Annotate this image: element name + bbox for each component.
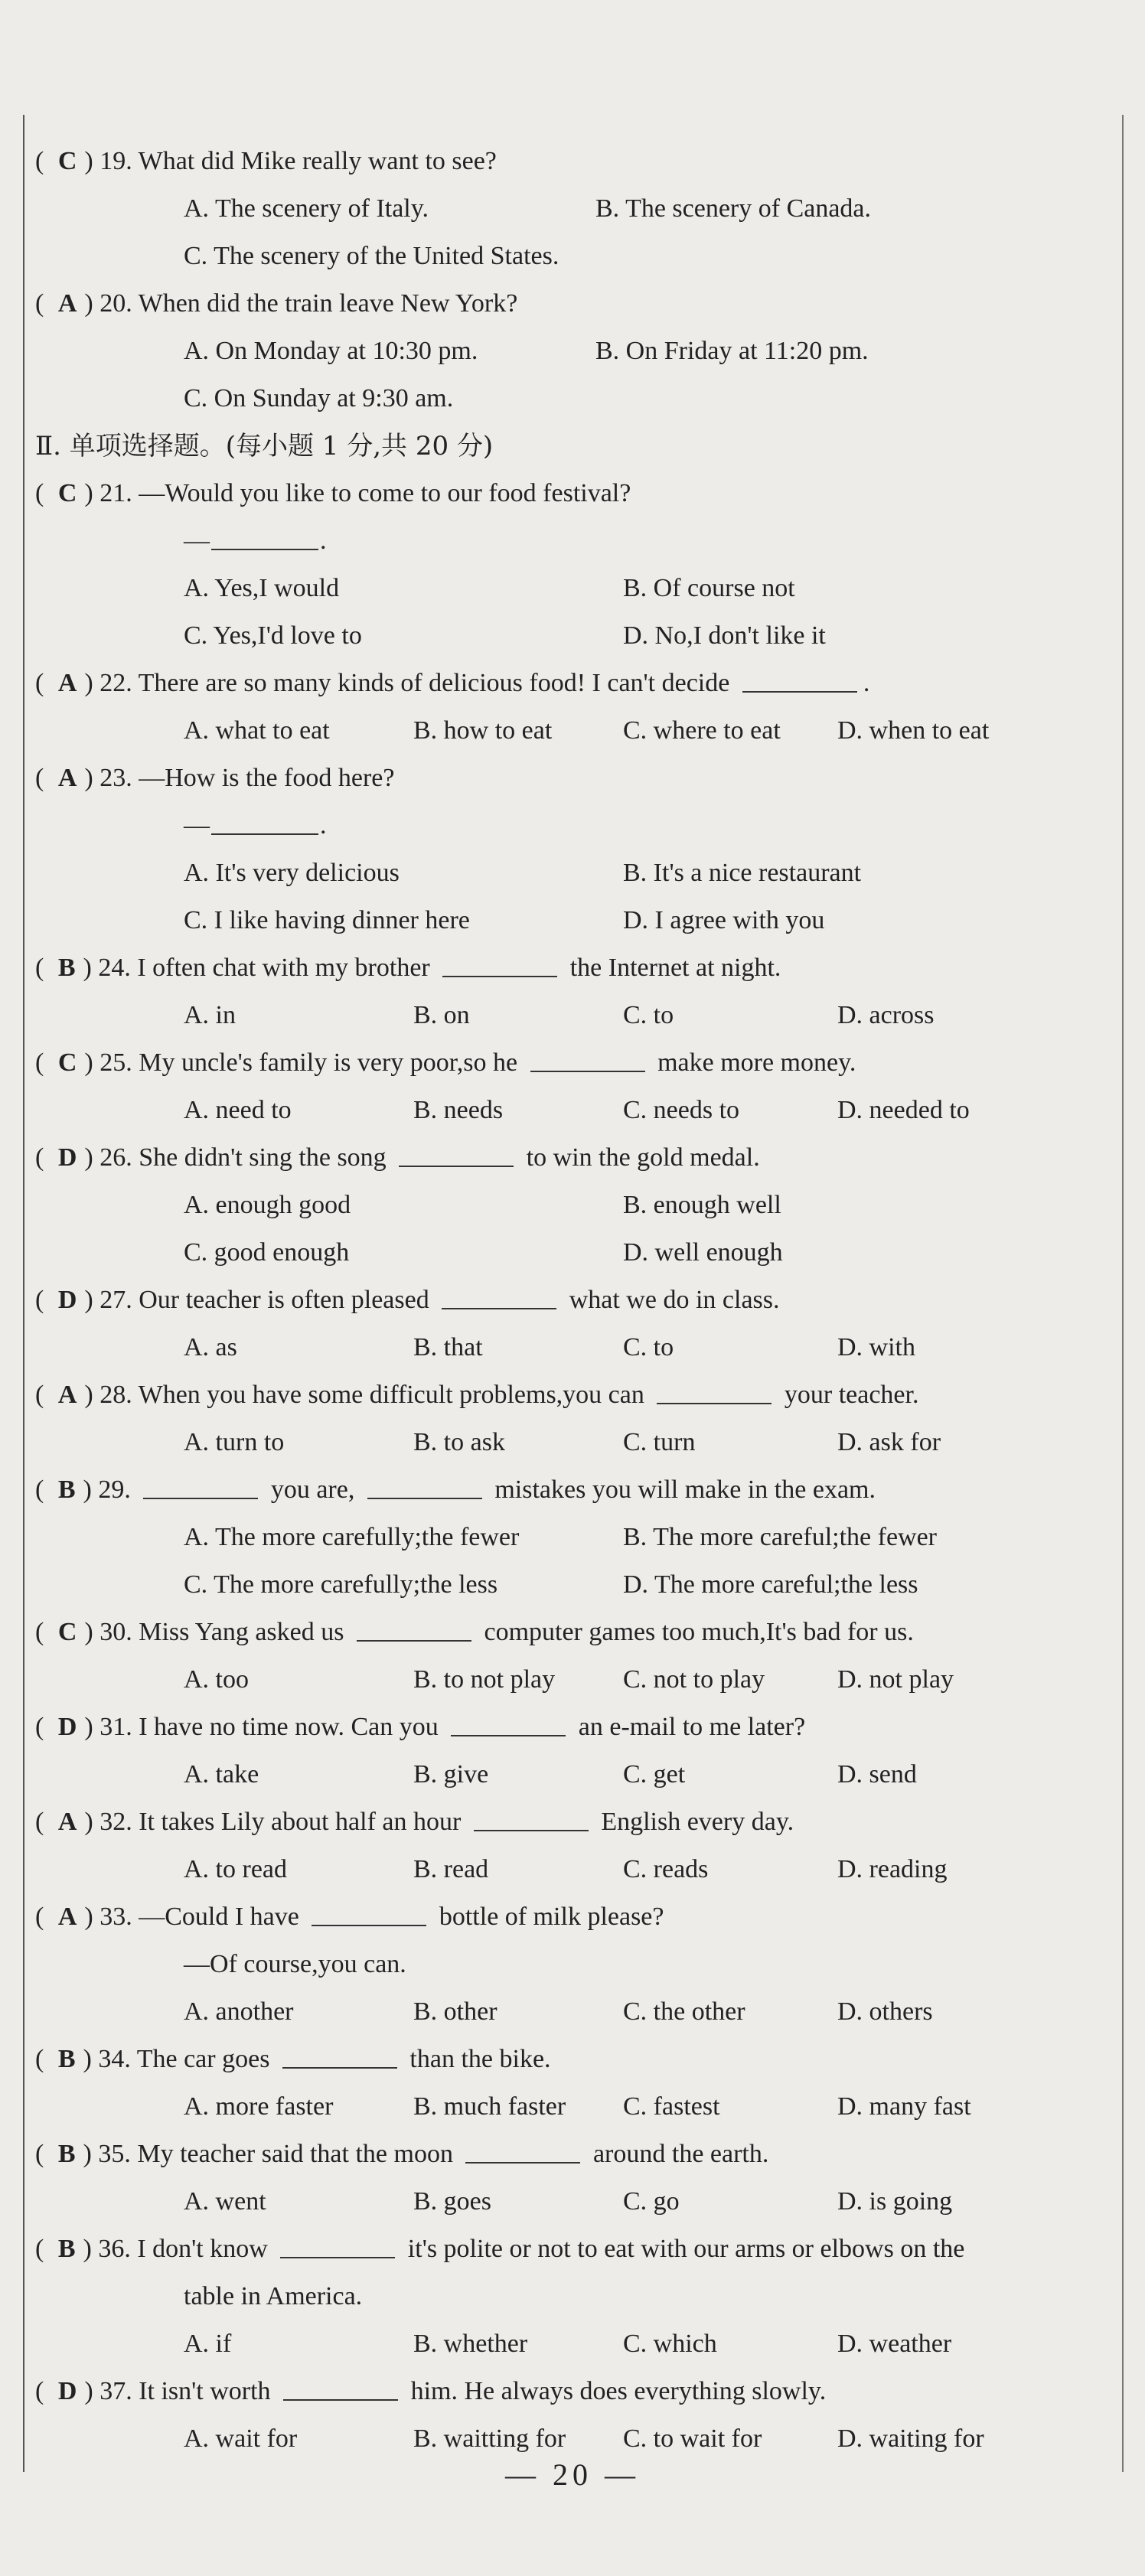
question-number: 32 bbox=[99, 1808, 126, 1836]
answer: D bbox=[57, 2377, 77, 2405]
option-b: B. read bbox=[413, 1855, 489, 1883]
option-b: B. much faster bbox=[413, 2092, 566, 2121]
question-number: 20 bbox=[99, 289, 126, 318]
question-stem: Our teacher is often pleased bbox=[139, 1286, 429, 1314]
question-stem: I don't know bbox=[137, 2235, 268, 2263]
option-d: D. across bbox=[837, 1001, 935, 1029]
option-d: D. send bbox=[837, 1760, 917, 1789]
answer-blank bbox=[211, 526, 318, 550]
option-b: B. on bbox=[413, 1001, 470, 1029]
answer: C bbox=[57, 1618, 77, 1646]
question-number: 22 bbox=[99, 669, 126, 697]
page-number: — 20 — bbox=[505, 2457, 640, 2492]
question-29: ( B ) 29. you are, mistakes you will make in the exam. bbox=[35, 1475, 876, 1504]
question-stem-end: him. He always does everything slowly. bbox=[410, 2377, 827, 2405]
answer: A bbox=[57, 1381, 77, 1409]
option-a: A. The more carefully;the fewer bbox=[184, 1523, 520, 1551]
option-a: A. too bbox=[184, 1665, 249, 1694]
question-number: 23 bbox=[99, 764, 126, 792]
option-a: A. On Monday at 10:30 pm. bbox=[184, 337, 478, 365]
question-number: 36 bbox=[98, 2235, 125, 2263]
question-34: ( B ) 34. The car goes than the bike. bbox=[35, 2045, 551, 2073]
question-stem: What did Mike really want to see? bbox=[138, 147, 497, 175]
answer-blank bbox=[451, 1712, 566, 1736]
option-c: C. The scenery of the United States. bbox=[184, 242, 559, 270]
option-b: B. needs bbox=[413, 1096, 504, 1124]
question-21: ( C ) 21. —Would you like to come to our food festival? bbox=[35, 479, 631, 507]
option-c: C. reads bbox=[623, 1855, 709, 1883]
answer: B bbox=[57, 954, 76, 982]
answer-blank bbox=[367, 1475, 482, 1499]
answer-blank bbox=[280, 2234, 395, 2258]
option-b: B. On Friday at 11:20 pm. bbox=[595, 337, 869, 365]
option-d: D. ask for bbox=[837, 1428, 941, 1456]
option-c: C. needs to bbox=[623, 1096, 740, 1124]
answer-blank bbox=[283, 2376, 398, 2401]
option-c: C. which bbox=[623, 2330, 717, 2358]
question-25: ( C ) 25. My uncle's family is very poor,so he make more money. bbox=[35, 1048, 856, 1077]
option-a: A. went bbox=[184, 2187, 266, 2216]
question-number: 30 bbox=[99, 1618, 126, 1646]
option-a: A. another bbox=[184, 1997, 294, 2026]
question-stem-end: the Internet at night. bbox=[569, 954, 781, 982]
question-stem-end: make more money. bbox=[657, 1048, 856, 1077]
option-b: B. other bbox=[413, 1997, 497, 2026]
answer-blank bbox=[530, 1048, 645, 1072]
question-number: 31 bbox=[99, 1713, 126, 1741]
answer: A bbox=[57, 1903, 77, 1931]
option-d: D. others bbox=[837, 1997, 933, 2026]
question-35: ( B ) 35. My teacher said that the moon around the earth. bbox=[35, 2140, 769, 2168]
question-number: 33 bbox=[99, 1903, 126, 1931]
question-number: 26 bbox=[99, 1143, 126, 1172]
question-stem: When you have some difficult problems,you can bbox=[138, 1381, 644, 1409]
question-stem: There are so many kinds of delicious food! I can't decide bbox=[138, 669, 730, 697]
question-stem-end: to win the gold medal. bbox=[526, 1143, 760, 1172]
answer: A bbox=[57, 289, 77, 318]
option-d: D. No,I don't like it bbox=[623, 621, 826, 650]
question-number: 29 bbox=[98, 1475, 125, 1504]
option-c: C. Yes,I'd love to bbox=[184, 621, 362, 650]
answer-blank bbox=[282, 2044, 397, 2069]
option-d: D. The more careful;the less bbox=[623, 1570, 918, 1599]
option-a: A. if bbox=[184, 2330, 232, 2358]
answer-blank bbox=[465, 2139, 580, 2164]
answer: B bbox=[57, 2045, 76, 2073]
option-b: B. that bbox=[413, 1333, 483, 1361]
answer-blank bbox=[657, 1380, 771, 1404]
option-d: D. is going bbox=[837, 2187, 953, 2216]
question-number: 21 bbox=[99, 479, 126, 507]
question-stem-end: an e-mail to me later? bbox=[578, 1713, 806, 1741]
option-b: B. enough well bbox=[623, 1191, 781, 1219]
answer-blank bbox=[357, 1617, 471, 1642]
question-number: 27 bbox=[99, 1286, 126, 1314]
option-a: A. as bbox=[184, 1333, 237, 1361]
question-number: 25 bbox=[99, 1048, 126, 1077]
question-number: 37 bbox=[99, 2377, 126, 2405]
option-b: B. Of course not bbox=[623, 574, 795, 602]
answer: D bbox=[57, 1713, 77, 1741]
option-c: C. not to play bbox=[623, 1665, 765, 1694]
question-33: ( A ) 33. —Could I have bottle of milk please? bbox=[35, 1903, 664, 1931]
question-36: ( B ) 36. I don't know it's polite or not to eat with our arms or elbows on the bbox=[35, 2235, 965, 2263]
question-stem: Miss Yang asked us bbox=[139, 1618, 344, 1646]
answer: C bbox=[57, 1048, 77, 1077]
worksheet-page: ( C ) 19. What did Mike really want to see? A. The scenery of Italy. B. The scenery of Canada. C. The scenery of the United States. ( A ) 20. When did the train leave New York? A. On Monday at 10:30 pm. B. On Friday at 11:20 pm. C. On Sunday at 9:30 am. Ⅱ. 单项选择题。(每小题 1 分,共 20 分) ( C ) 21. —Would you like to come to our food festival? — . A. Yes,I would B. Of course not C. Yes,I'd love to D. No,I don't like it ( A ) 22. There are so many kinds of delicious food! I can't decide . A. what to eat B. how to eat C. where to eat D. when to eat ( A ) 23. —How is the food here? — . A. It's very delicious B. It's a nice restaurant C. I like having dinner here D. I agree with you ( B ) 24. I often chat with my brother the Internet at night. A. in B. on C. to D. across ( C ) 25. My uncle's family is very poor,so he make more money. A. need to B. needs C. needs to D. needed to ( D ) 26. She didn't sing the song to win the gold medal. A. enough good B. enough well C. good enough D. well enough ( D ) 27. Our teacher is often pleased what we do in class. A. as B. that C. to D. with ( A ) 28. When you have some difficult problems,you can your teacher. A. turn to B. to ask C. turn D. ask for ( B ) 29. you are, mistakes you will make in the exam. A. The more carefully;the fewer B. The more careful;the fewer C. The more carefully;the less D. The more careful;the less ( C ) 30. Miss Yang asked us computer games too much,It's bad for us. A. too B. to not play C. not to play D. not play ( D ) 31. I have no time now. Can you an e-mail to me later? A. take B. give C. get D. send ( A ) 32. It takes Lily about half an hour English every day. A. to read B. read C. reads D. reading ( A ) 33. —Could I have bottle of milk please? —Of course,you can. A. another B. other C. the other D. others ( B ) 34. The car goes than the bike. A. more faster B. much faster C. fastest D. many fast ( B ) 35. My teacher said that the moon around the earth. A. went B. goes C. go D. is going ( B ) 36. I don't know it's polite or not to eat with our arms or elbows on the table in America. A. if B. whether C. which D. weather ( D ) 37. It isn't worth him. He always does everything slowly. A. wait for B. waitting for C. to wait for D. waiting for bbox=[21, 122, 1124, 2464]
answer-blank bbox=[143, 1475, 258, 1499]
option-c: C. good enough bbox=[184, 1238, 350, 1267]
question-number: 34 bbox=[98, 2045, 125, 2073]
answer: C bbox=[57, 147, 77, 175]
reply-text: —Of course,you can. bbox=[184, 1950, 406, 1978]
question-30: ( C ) 30. Miss Yang asked us computer games too much,It's bad for us. bbox=[35, 1618, 914, 1646]
question-stem-end: English every day. bbox=[601, 1808, 794, 1836]
question-22: ( A ) 22. There are so many kinds of delicious food! I can't decide . bbox=[35, 669, 870, 697]
answer: B bbox=[57, 2140, 76, 2168]
question-stem: you are, bbox=[270, 1475, 355, 1504]
question-stem: She didn't sing the song bbox=[139, 1143, 387, 1172]
question-31: ( D ) 31. I have no time now. Can you an e-mail to me later? bbox=[35, 1713, 806, 1741]
option-c: C. I like having dinner here bbox=[184, 906, 470, 934]
answer-blank bbox=[442, 1285, 556, 1309]
option-a: A. The scenery of Italy. bbox=[184, 194, 429, 223]
section-title: Ⅱ. 单项选择题。(每小题 1 分,共 20 分) bbox=[35, 431, 494, 461]
question-20: ( A ) 20. When did the train leave New York? bbox=[35, 289, 518, 318]
option-c: C. The more carefully;the less bbox=[184, 1570, 498, 1599]
answer-blank bbox=[312, 1902, 426, 1926]
option-c: C. On Sunday at 9:30 am. bbox=[184, 384, 454, 412]
option-d: D. I agree with you bbox=[623, 906, 825, 934]
reply-dash: — bbox=[184, 527, 210, 555]
question-stem: —How is the food here? bbox=[139, 764, 395, 792]
option-c: C. turn bbox=[623, 1428, 696, 1456]
question-number: 35 bbox=[98, 2140, 125, 2168]
option-d: D. many fast bbox=[837, 2092, 971, 2121]
option-b: B. It's a nice restaurant bbox=[623, 859, 862, 887]
option-d: D. when to eat bbox=[837, 716, 990, 745]
option-d: D. needed to bbox=[837, 1096, 970, 1124]
option-a: A. need to bbox=[184, 1096, 292, 1124]
question-24: ( B ) 24. I often chat with my brother the Internet at night. bbox=[35, 954, 781, 982]
question-stem-end: around the earth. bbox=[592, 2140, 769, 2168]
option-c: C. the other bbox=[623, 1997, 745, 2026]
option-d: D. reading bbox=[837, 1855, 948, 1883]
option-c: C. get bbox=[623, 1760, 686, 1789]
option-d: D. not play bbox=[837, 1665, 954, 1694]
option-a: A. wait for bbox=[184, 2424, 298, 2453]
option-c: C. fastest bbox=[623, 2092, 720, 2121]
answer: C bbox=[57, 479, 77, 507]
question-stem: —Could I have bbox=[139, 1903, 299, 1931]
question-stem: I have no time now. Can you bbox=[139, 1713, 439, 1741]
option-b: B. to ask bbox=[413, 1428, 505, 1456]
question-stem-end: your teacher. bbox=[784, 1381, 919, 1409]
answer-blank bbox=[742, 668, 857, 693]
question-stem: —Would you like to come to our food festival? bbox=[139, 479, 631, 507]
option-b: B. give bbox=[413, 1760, 489, 1789]
question-stem-continued: table in America. bbox=[184, 2282, 363, 2310]
option-a: A. take bbox=[184, 1760, 259, 1789]
option-d: D. well enough bbox=[623, 1238, 783, 1267]
option-d: D. with bbox=[837, 1333, 915, 1361]
question-stem-end: . bbox=[863, 669, 870, 697]
option-c: C. go bbox=[623, 2187, 680, 2216]
answer: A bbox=[57, 1808, 77, 1836]
option-a: A. It's very delicious bbox=[184, 859, 400, 887]
question-stem: I often chat with my brother bbox=[137, 954, 430, 982]
question-stem: It takes Lily about half an hour bbox=[139, 1808, 462, 1836]
answer: A bbox=[57, 764, 77, 792]
answer: D bbox=[57, 1143, 77, 1172]
option-a: A. turn to bbox=[184, 1428, 285, 1456]
option-a: A. to read bbox=[184, 1855, 288, 1883]
answer: D bbox=[57, 1286, 77, 1314]
question-stem-end: what we do in class. bbox=[569, 1286, 780, 1314]
option-c: C. where to eat bbox=[623, 716, 781, 745]
question-stem-end: computer games too much,It's bad for us. bbox=[484, 1618, 914, 1646]
option-c: C. to bbox=[623, 1333, 674, 1361]
question-number: 28 bbox=[99, 1381, 126, 1409]
question-number: 19 bbox=[99, 147, 126, 175]
option-a: A. what to eat bbox=[184, 716, 330, 745]
option-b: B. how to eat bbox=[413, 716, 553, 745]
question-stem-end: than the bike. bbox=[409, 2045, 551, 2073]
option-a: A. in bbox=[184, 1001, 236, 1029]
option-b: B. to not play bbox=[413, 1665, 556, 1694]
question-stem: When did the train leave New York? bbox=[138, 289, 518, 318]
answer: B bbox=[57, 1475, 76, 1504]
option-a: A. Yes,I would bbox=[184, 574, 340, 602]
option-d: D. weather bbox=[837, 2330, 952, 2358]
option-b: B. waitting for bbox=[413, 2424, 566, 2453]
question-stem: My teacher said that the moon bbox=[137, 2140, 453, 2168]
answer-blank bbox=[399, 1143, 514, 1167]
option-b: B. The scenery of Canada. bbox=[595, 194, 872, 223]
question-number: 24 bbox=[98, 954, 125, 982]
option-c: C. to wait for bbox=[623, 2424, 762, 2453]
question-stem-end: bottle of milk please? bbox=[439, 1903, 664, 1931]
option-b: B. whether bbox=[413, 2330, 528, 2358]
question-stem-end: it's polite or not to eat with our arms or elbows on the bbox=[407, 2235, 965, 2263]
question-37: ( D ) 37. It isn't worth him. He always does everything slowly. bbox=[35, 2377, 827, 2405]
question-28: ( A ) 28. When you have some difficult problems,you can your teacher. bbox=[35, 1381, 919, 1409]
question-stem: It isn't worth bbox=[139, 2377, 271, 2405]
reply-dash: — bbox=[184, 811, 210, 840]
answer-blank bbox=[474, 1807, 589, 1831]
question-23: ( A ) 23. —How is the food here? bbox=[35, 764, 395, 792]
answer: B bbox=[57, 2235, 76, 2263]
answer-blank bbox=[211, 810, 318, 835]
option-d: D. waiting for bbox=[837, 2424, 984, 2453]
question-26: ( D ) 26. She didn't sing the song to win the gold medal. bbox=[35, 1143, 760, 1172]
answer: A bbox=[57, 669, 77, 697]
option-b: B. goes bbox=[413, 2187, 491, 2216]
question-stem: My uncle's family is very poor,so he bbox=[139, 1048, 518, 1077]
question-stem: The car goes bbox=[136, 2045, 270, 2073]
question-19: ( C ) 19. What did Mike really want to see? bbox=[35, 147, 497, 175]
answer-blank bbox=[442, 953, 557, 977]
question-27: ( D ) 27. Our teacher is often pleased what we do in class. bbox=[35, 1286, 780, 1314]
option-a: A. more faster bbox=[184, 2092, 334, 2121]
option-a: A. enough good bbox=[184, 1191, 351, 1219]
question-32: ( A ) 32. It takes Lily about half an hour English every day. bbox=[35, 1808, 794, 1836]
question-stem-end: mistakes you will make in the exam. bbox=[494, 1475, 876, 1504]
option-b: B. The more careful;the fewer bbox=[623, 1523, 938, 1551]
option-c: C. to bbox=[623, 1001, 674, 1029]
